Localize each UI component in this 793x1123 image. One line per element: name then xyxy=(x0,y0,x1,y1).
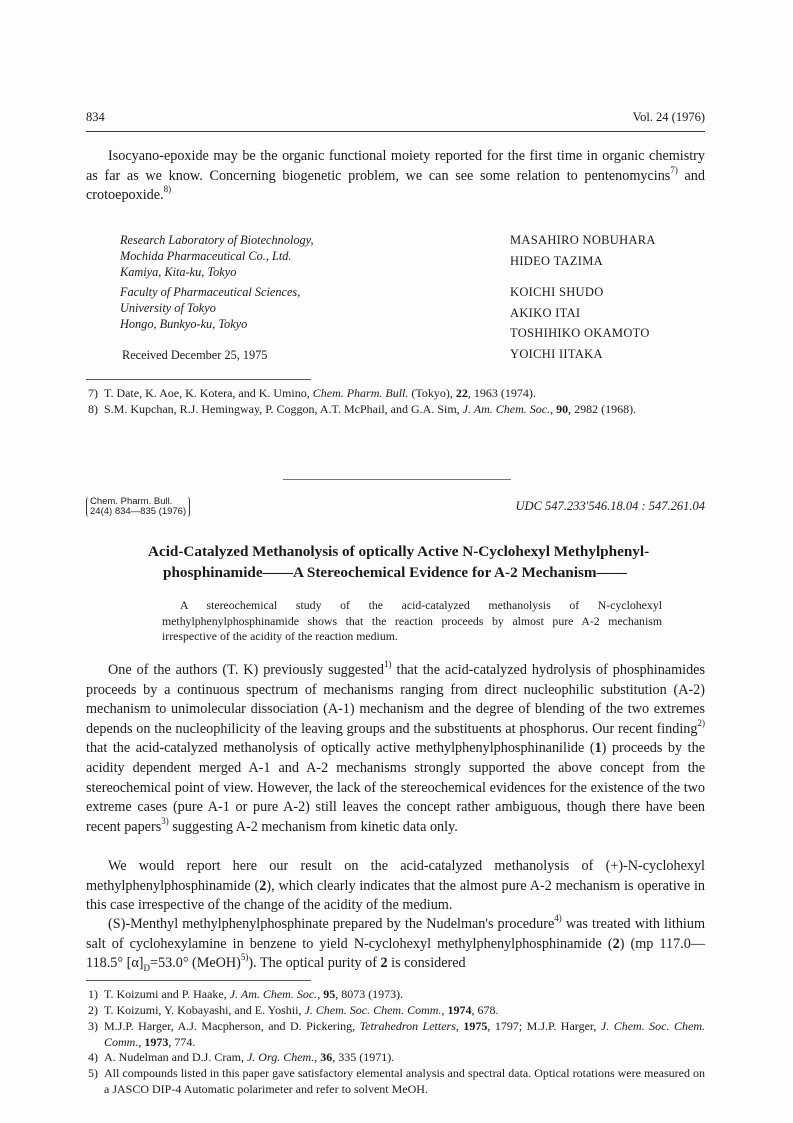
received-date: Received December 25, 1975 xyxy=(122,348,268,362)
footnote-text: , 2982 (1968). xyxy=(568,402,637,416)
subscript-d: D xyxy=(143,963,150,974)
header-rule xyxy=(86,131,705,132)
footnote-text: T. Date, K. Aoe, K. Kotera, and K. Umino, xyxy=(104,386,313,400)
journal-name: J. Am. Chem. Soc. xyxy=(462,402,551,416)
body-text: (S)-Menthyl methylphenylphosphinate prepared by the Nudelman's procedure xyxy=(108,916,555,932)
volume-number: 95 xyxy=(323,987,336,1001)
footnote-text: , xyxy=(550,402,557,416)
author-name: HIDEO TAZIMA xyxy=(510,253,603,268)
ref-4: 4) xyxy=(554,913,562,924)
footnote-text: T. Koizumi, Y. Kobayashi, and E. Yoshii, xyxy=(104,1003,305,1017)
affiliation-line: Hongo, Bunkyo-ku, Tokyo xyxy=(120,317,248,331)
footnote-text: , xyxy=(314,1050,321,1064)
body-text: ), which clearly indicates that the almost pure A-2 mechanism is operative in this case irrespective of the change of the acidity of the medium. xyxy=(86,877,706,914)
udc-code: UDC 547.233'546.18.04 : 547.261.04 xyxy=(515,499,705,513)
ref-1: 1) xyxy=(384,659,392,670)
abstract-text: A stereochemical study of the acid-catalyzed methanolysis of N-cyclohexyl methylphenylphosphinamide shows that the reaction proceeds by almost pure A-2 mechanism irrespective of the acidity of the reaction medium. xyxy=(162,598,662,643)
section-divider xyxy=(283,479,511,480)
affiliation-line: Mochida Pharmaceutical Co., Ltd. xyxy=(120,249,292,263)
page-number: 834 xyxy=(86,110,105,124)
affiliation-line: Kamiya, Kita-ku, Tokyo xyxy=(120,265,237,279)
author-name: KOICHI SHUDO xyxy=(510,285,604,299)
affiliation-1 xyxy=(120,232,450,280)
title-line-1: Acid-Catalyzed Methanolysis of optically Active N-Cyclohexyl Methylphenyl- xyxy=(148,543,650,560)
volume-number: 1973 xyxy=(144,1034,169,1049)
body-text: is considered xyxy=(387,955,466,972)
footnote-number: 3) xyxy=(88,1019,98,1033)
volume-number: 1974 xyxy=(447,1003,472,1017)
affiliation-2 xyxy=(120,284,450,332)
volume-number: 36 xyxy=(320,1050,333,1064)
footnote-number: 4) xyxy=(88,1050,98,1064)
body-text: ) (mp 117.0—118.5° [α] xyxy=(86,935,706,972)
footnote-text: , xyxy=(455,1019,464,1033)
intro-line-1: Isocyano-epoxide may be the organic functional moiety reported for the first time in xyxy=(108,148,598,164)
footnote-text: , xyxy=(317,987,324,1001)
journal-citation-line: 24(4) 834—835 (1976) xyxy=(90,506,187,517)
footnote-1 xyxy=(86,987,705,1003)
body-text: that the acid-catalyzed methanolysis of optically active methylphenylphosphinanilide ( xyxy=(86,740,595,757)
author-name: MASAHIRO NOBUHARA xyxy=(510,233,656,247)
ref-5: 5) xyxy=(240,952,249,963)
title-line-2: phosphinamide——A Stereochemical Evidence for A-2 Mechanism—— xyxy=(163,564,627,581)
intro-paragraph xyxy=(86,147,705,206)
body-paragraph-1 xyxy=(86,661,705,837)
footnote-text: , 774. xyxy=(168,1034,196,1049)
body-text: that the acid-catalyzed hydrolysis of phosphinamides proceeds by a continuous spectrum of mechanisms ranging from direct nucleophilic substitution (A-2) mechanism to unimolecular dissociation (A-1) mechanism and the degree of blending of the two extremes depends on the nucleophilicity of the leaving groups and the substituents at phosphorus. Our recent finding xyxy=(86,662,705,737)
footnote-text: , xyxy=(138,1034,145,1049)
footnote-number: 2) xyxy=(88,1003,98,1017)
author-group-1 xyxy=(510,230,720,271)
footnote-text: (Tokyo), xyxy=(408,386,456,400)
volume-number: 22 xyxy=(455,386,468,400)
author-group-2 xyxy=(510,282,720,364)
journal-name: Tetrahedron Letters xyxy=(359,1019,456,1033)
author-name: AKIKO ITAI xyxy=(510,305,581,320)
footnote-text: S.M. Kupchan, R.J. Hemingway, P. Coggon, A.T. McPhail, and G.A. Sim, xyxy=(104,402,463,416)
compound-number: 1 xyxy=(594,740,602,757)
footnote-text: M.J.P. Harger, A.J. Macpherson, and D. Pickering, xyxy=(104,1019,360,1033)
intro-line-3a: to pentenomycins xyxy=(566,167,671,184)
footnote-number: 7) xyxy=(88,386,98,400)
footnote-rule xyxy=(86,980,311,981)
affiliation-line: Research Laboratory of Biotechnology, xyxy=(120,233,314,247)
footnote-number: 5) xyxy=(88,1066,98,1080)
body-text: suggesting A-2 mechanism from kinetic data only. xyxy=(168,818,458,835)
footnote-text: , 335 (1971). xyxy=(332,1050,395,1064)
footnote-text: T. Koizumi and P. Haake, xyxy=(104,987,230,1001)
footnote-3 xyxy=(86,1019,705,1050)
affiliation-line: Faculty of Pharmaceutical Sciences, xyxy=(120,285,301,299)
ref-7: 7) xyxy=(670,164,678,175)
footnote-text: , 8073 (1973). xyxy=(335,987,404,1001)
footnote-7 xyxy=(86,386,705,402)
journal-name: Chem. Pharm. Bull. xyxy=(312,386,409,400)
abstract xyxy=(162,598,662,645)
body-text: =53.0° (MeOH) xyxy=(150,955,241,972)
footnote-number: 8) xyxy=(88,402,98,416)
running-head xyxy=(86,110,705,128)
footnote-5 xyxy=(86,1066,705,1097)
journal-name: J. Chem. Soc. Chem. Comm. xyxy=(104,1019,705,1049)
body-text: One of the authors (T. K) previously suggested xyxy=(108,662,385,678)
journal-name: J. Am. Chem. Soc. xyxy=(229,987,318,1001)
body-text: ) proceeds by the acidity dependent merged A-1 and A-2 mechanisms strongly supported the above concept from the stereochemical point of view. However, the lack of the stereochemical evidences for the existence of the two extreme cases (pure A-1 or pure A-2) still leaves the concept rather ambiguous, though there have been recent papers xyxy=(86,740,705,835)
ref-2: 2) xyxy=(697,718,705,729)
footnote-text: , xyxy=(441,1003,448,1017)
footnote-text: A. Nudelman and D.J. Cram, xyxy=(104,1050,247,1064)
body-paragraph-2 xyxy=(86,857,705,916)
author-name: YOICHI IITAKA xyxy=(510,346,603,361)
author-name: TOSHIHIKO OKAMOTO xyxy=(510,326,650,340)
compound-number: 2 xyxy=(380,955,388,972)
footnote-text: All compounds listed in this paper gave satisfactory elemental analysis and spectral data. Optical rotations were measured on a JASCO DIP-4 Automatic polarimeter and refer to solvent MeOH. xyxy=(104,1066,705,1096)
intro-line-3b: and crotoepoxide. xyxy=(86,167,705,204)
footnote-text: , 1797; M.J.P. Harger, xyxy=(487,1019,601,1033)
journal-name: J. Org. Chem. xyxy=(246,1050,315,1064)
body-text: ). The optical purity of xyxy=(248,955,381,972)
ref-8: 8) xyxy=(163,184,172,195)
journal-name: J. Chem. Soc. Chem. Comm. xyxy=(304,1003,442,1017)
footnote-4 xyxy=(86,1050,705,1066)
footnote-2 xyxy=(86,1003,705,1019)
volume-label: Vol. 24 (1976) xyxy=(632,110,705,124)
footnote-text: , 1963 (1974). xyxy=(467,386,536,400)
journal-citation-box xyxy=(86,497,190,517)
footnote-8 xyxy=(86,402,705,418)
volume-number: 1975 xyxy=(463,1019,488,1033)
volume-number: 90 xyxy=(556,402,569,416)
body-paragraph-3 xyxy=(86,915,705,974)
compound-number: 2 xyxy=(612,935,620,952)
body-text: was treated with lithium salt of cyclohexylamine in benzene to yield N-cyclohexyl methylphenylphosphinamide ( xyxy=(86,916,705,952)
journal-citation-line: Chem. Pharm. Bull. xyxy=(90,496,173,507)
compound-number: 2 xyxy=(259,877,267,894)
body-text: We would report here our result on the acid-catalyzed methanolysis of (+)-N-cyclohexyl methylphenylphosphinamide ( xyxy=(86,858,705,894)
footnote-number: 1) xyxy=(88,987,98,1001)
intro-line-2: organic chemistry as far as we know. Concerning biogenetic problem, we can see some relation xyxy=(86,148,706,184)
footnote-rule xyxy=(86,379,311,380)
ref-3: 3) xyxy=(161,816,169,827)
footnote-text: , 678. xyxy=(471,1003,499,1017)
affiliation-line: University of Tokyo xyxy=(120,301,216,315)
article-title xyxy=(86,541,705,583)
